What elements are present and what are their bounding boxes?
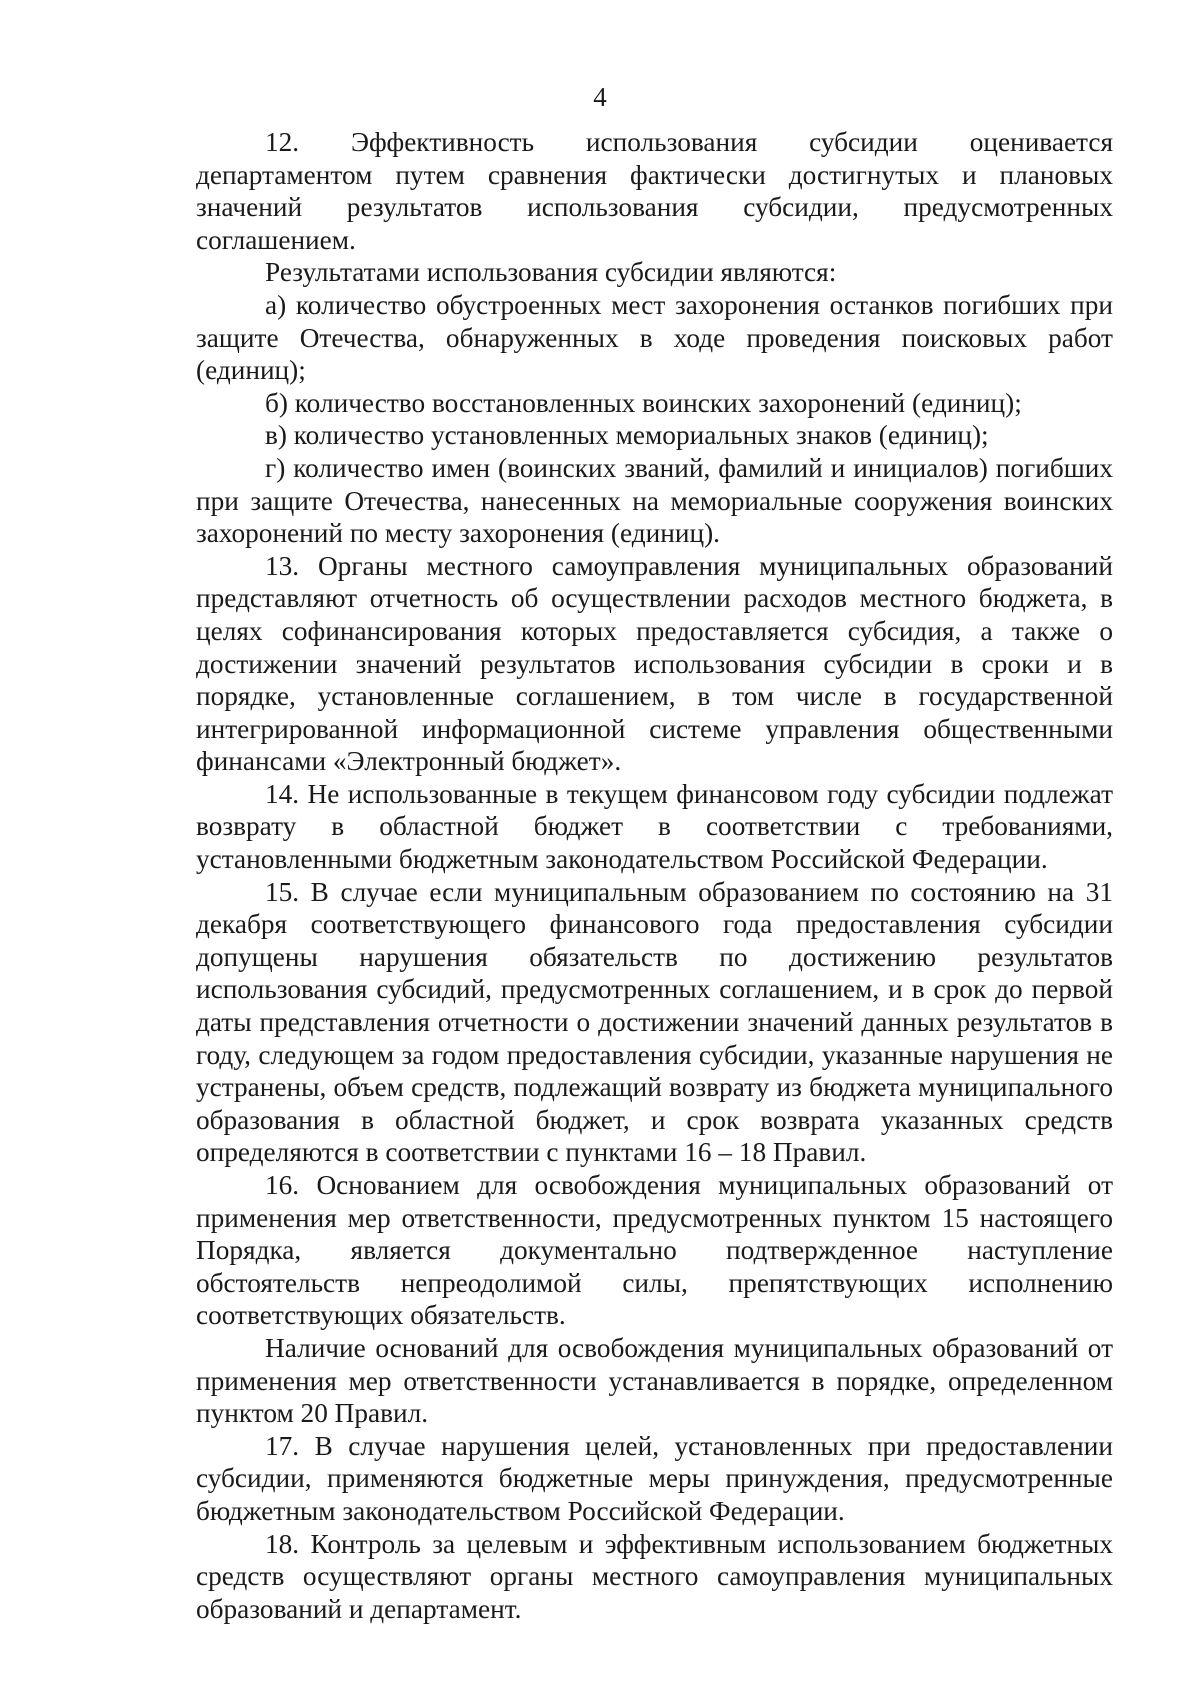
- paragraph-14: 14. Не использованные в текущем финансовом году субсидии подлежат возврату в областной бюджет в соответствии с требованиями, установленными бюджетным законодательством Российской Федерации.: [196, 778, 1113, 875]
- list-item-g: г) количество имен (воинских званий, фамилий и инициалов) погибших при защите Отечества, нанесенных на мемориальные сооружения воинских захоронений по месту захоронения (единиц).: [196, 452, 1113, 549]
- paragraph-16-grounds: Наличие оснований для освобождения муниципальных образований от применения мер ответственности устанавливается в порядке, определенном пунктом 20 Правил.: [196, 1332, 1113, 1429]
- document-body: [196, 126, 1113, 1625]
- paragraph-13: 13. Органы местного самоуправления муниципальных образований представляют отчетность об осуществлении расходов местного бюджета, в целях софинансирования которых предоставляется субсидия, а также о достижении значений результатов использования субсидии в сроки и в порядке, установленные соглашением, в том числе в государственной интегрированной информационной системе управления общественными финансами «Электронный бюджет».: [196, 550, 1113, 777]
- paragraph-17: 17. В случае нарушения целей, установленных при предоставлении субсидии, применяются бюджетные меры принуждения, предусмотренные бюджетным законодательством Российской Федерации.: [196, 1430, 1113, 1526]
- paragraph-12: 12. Эффективность использования субсидии оценивается департаментом путем сравнения фактически достигнутых и плановых значений результатов использования субсидии, предусмотренных соглашением.: [196, 127, 1113, 255]
- paragraph-18: 18. Контроль за целевым и эффективным использованием бюджетных средств осуществляют органы местного самоуправления муниципальных образований и департамент.: [196, 1528, 1113, 1624]
- list-item-a: а) количество обустроенных мест захоронения останков погибших при защите Отечества, обнаруженных в ходе проведения поисковых работ (единиц);: [196, 289, 1113, 386]
- list-item-v: в) количество установленных мемориальных знаков (единиц);: [265, 420, 989, 451]
- paragraph-results-intro: Результатами использования субсидии являются:: [265, 257, 837, 288]
- list-item-b: б) количество восстановленных воинских захоронений (единиц);: [265, 387, 1022, 418]
- page-number: 4: [593, 82, 607, 112]
- paragraph-16: 16. Основанием для освобождения муниципальных образований от применения мер ответственности, предусмотренных пунктом 15 настоящего Порядка, является документально подтвержденное наступление обстоятельств непреодолимой силы, препятствующих исполнению соответствующих обязательств.: [196, 1170, 1113, 1331]
- paragraph-15: 15. В случае если муниципальным образованием по состоянию на 31 декабря соответствующего финансового года предоставления субсидии допущены нарушения обязательств по достижению результатов использования субсидий, предусмотренных соглашением, и в срок до первой даты представления отчетности о достижении значений данных результатов в году, следующем за годом предоставления субсидии, указанные нарушения не устранены, объем средств, подлежащий возврату из бюджета муниципального образования в областной бюджет, и срок возврата указанных средств определяются в соответствии с пунктами 16 – 18 Правил.: [196, 876, 1113, 1168]
